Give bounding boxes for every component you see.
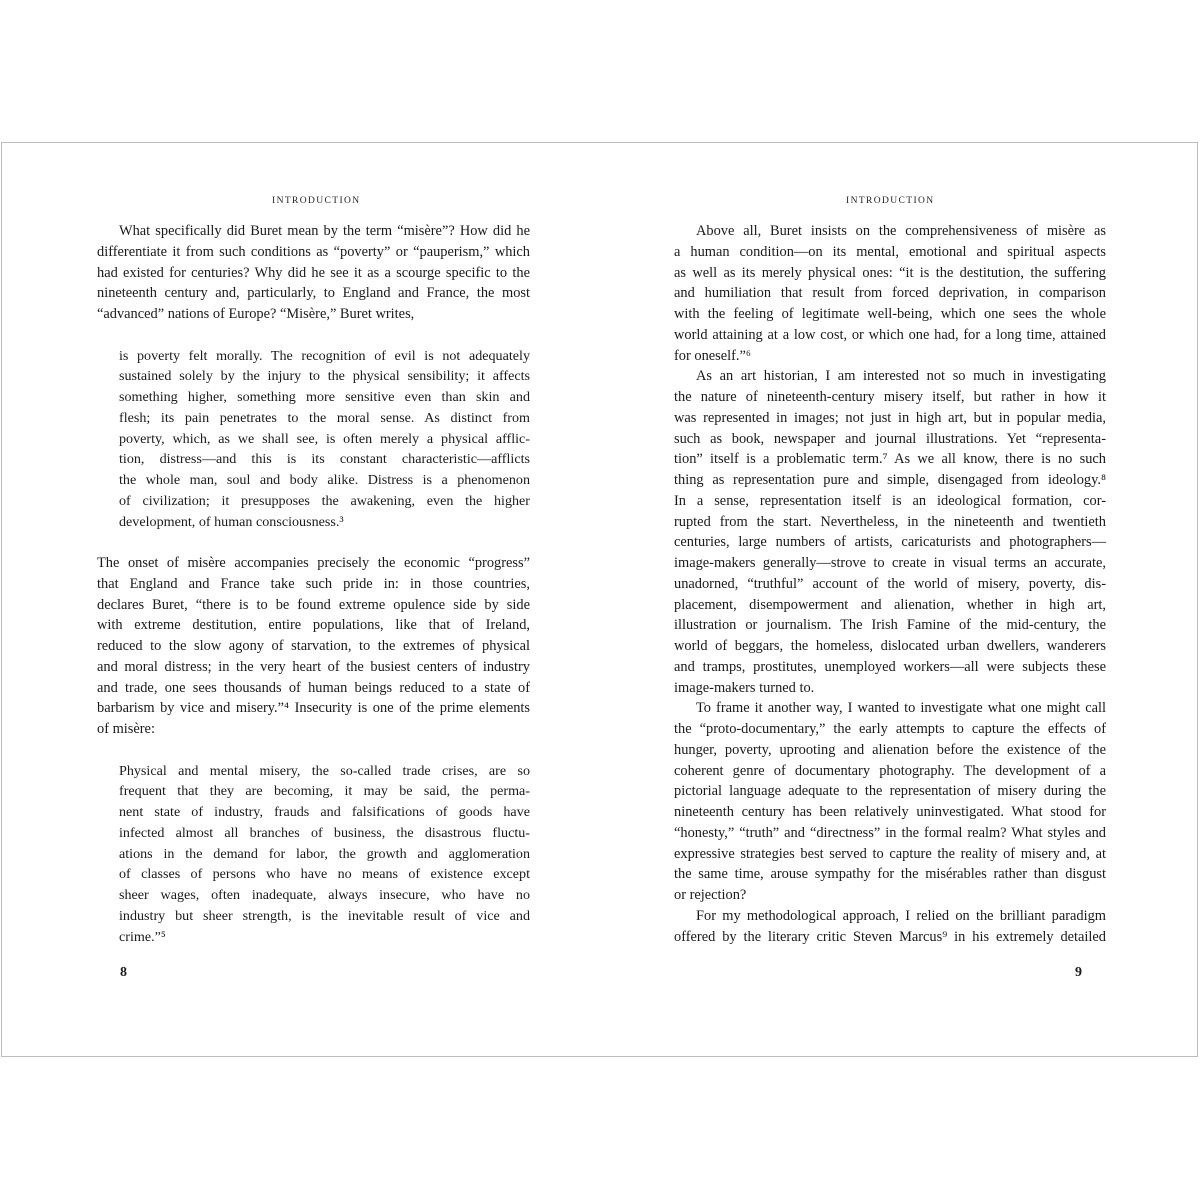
text-line: placement, disempowerment and alienation, whether in high art,: [674, 596, 1106, 613]
paragraph-gap: [97, 532, 530, 553]
block-quote-line: of civilization; it presupposes the awakening, even the higher: [119, 492, 530, 509]
page-number: 8: [120, 965, 127, 980]
block-quote-line: the whole man, soul and body alike. Distress is a phenomenon: [119, 472, 530, 488]
text-line: nineteenth century and, particularly, to England and France, the most: [97, 285, 530, 302]
text-line: world attaining at a low cost, or which one had, for a long time, attained: [674, 326, 1106, 343]
text-line: as well as its merely physical ones: “it is the destitution, the suffering: [674, 264, 1106, 281]
text-line: coherent genre of documentary photography. The development of a: [674, 762, 1106, 779]
text-line: nineteenth century has been relatively uninvestigated. What stood for: [674, 804, 1106, 820]
text-line: reduced to the slow agony of starvation, to the extremes of physical: [97, 638, 530, 654]
body-text: [674, 221, 1106, 947]
text-line: and tramps, prostitutes, unemployed workers—all were subjects these: [674, 658, 1106, 675]
block-quote-line: frequent that they are becoming, it may be said, the perma-: [119, 783, 530, 800]
text-line: differentiate it from such conditions as “poverty” or “pauperism,” which: [97, 243, 530, 260]
text-line: expressive strategies best served to capture the reality of misery and, at: [674, 845, 1106, 862]
page-number: 9: [1075, 965, 1082, 980]
text-line: Above all, Buret insists on the comprehensiveness of misère as: [696, 223, 1106, 239]
text-line: with extreme destitution, entire populations, like that of Ireland,: [97, 617, 530, 634]
text-line: had existed for centuries? Why did he see it as a scourge specific to the: [97, 264, 530, 281]
body-text: [97, 221, 530, 947]
text-line: The onset of misère accompanies precisely the economic “progress”: [97, 555, 530, 571]
text-line: hunger, poverty, uprooting and alienation before the existence of the: [674, 741, 1106, 758]
paragraph-gap: [97, 740, 530, 761]
text-line: of misère:: [97, 721, 155, 737]
text-line: with the feeling of legitimate well-being, which one sees the whole: [674, 306, 1106, 322]
running-head: INTRODUCTION: [272, 196, 361, 206]
text-line: tion” itself is a problematic term.⁷ As we all know, there is no such: [674, 451, 1106, 468]
block-quote-line: Physical and mental misery, the so-called trade crises, are so: [119, 762, 530, 779]
text-line: To frame it another way, I wanted to investigate what one might call: [696, 700, 1106, 717]
block-quote-line: something higher, something more sensitive even than skin and: [119, 389, 530, 405]
text-line: In a sense, representation itself is an ideological formation, cor-: [674, 492, 1106, 509]
text-line: “advanced” nations of Europe? “Misère,” Buret writes,: [97, 306, 415, 322]
paragraph-gap: [97, 325, 530, 346]
text-line: “honesty,” “truth” and “directness” in the formal realm? What styles and: [674, 824, 1106, 841]
text-line: What specifically did Buret mean by the term “misère”? How did he: [119, 223, 530, 239]
text-line: For my methodological approach, I relied on the brilliant paradigm: [696, 907, 1106, 924]
text-line: the nature of nineteenth-century misery itself, but rather in how it: [674, 389, 1106, 405]
text-line: the “proto-documentary,” the early attempts to capture the effects of: [674, 721, 1106, 737]
right-page: [600, 143, 1200, 1056]
text-line: As an art historian, I am interested not so much in investigating: [696, 368, 1106, 385]
text-line: for oneself.”⁶: [674, 347, 751, 364]
text-line: and trade, one sees thousands of human beings reduced to a state of: [97, 679, 530, 696]
block-quote-line: industry but sheer strength, is the inevitable result of vice and: [119, 907, 530, 924]
block-quote-line: poverty, which, as we shall see, is often merely a physical afflic-: [119, 430, 530, 447]
text-line: centuries, large numbers of artists, caricaturists and photographers—: [674, 534, 1106, 551]
text-line: thing as representation pure and simple, disengaged from ideology.⁸: [674, 472, 1106, 488]
text-line: and moral distress; in the very heart of the busiest centers of industry: [97, 658, 530, 675]
text-line: a human condition—on its mental, emotional and spiritual aspects: [674, 243, 1106, 260]
text-line: such as book, newspaper and journal illustrations. Yet “representa-: [674, 430, 1106, 447]
text-line: offered by the literary critic Steven Marcus⁹ in his extremely detailed: [674, 928, 1106, 945]
left-page: [2, 143, 602, 1056]
text-line: world of beggars, the homeless, dislocated urban dwellers, wanderers: [674, 638, 1106, 654]
block-quote-line: crime.”⁵: [119, 928, 166, 945]
text-line: unadorned, “truthful” account of the world of misery, poverty, dis-: [674, 575, 1106, 592]
book-spread: [1, 142, 1198, 1057]
text-line: declares Buret, “there is to be found extreme opulence side by side: [97, 596, 530, 613]
text-line: image-makers turned to.: [674, 679, 815, 696]
text-line: the same time, arouse sympathy for the misérables rather than disgust: [674, 866, 1106, 883]
text-line: image-makers generally—strove to create in visual terms an accurate,: [674, 555, 1106, 571]
text-line: or rejection?: [674, 887, 747, 903]
block-quote-line: tion, distress—and this is its constant characteristic—afflicts: [119, 451, 530, 468]
text-line: pictorial language adequate to the representation of misery during the: [674, 783, 1106, 800]
block-quote-line: development, of human consciousness.³: [119, 513, 344, 530]
block-quote-line: of classes of persons who have no means of existence except: [119, 866, 530, 883]
block-quote-line: infected almost all branches of business, the disastrous fluctu-: [119, 824, 530, 841]
text-line: rupted from the start. Nevertheless, in the nineteenth and twentieth: [674, 513, 1106, 530]
text-line: and humiliation that result from forced deprivation, in comparison: [674, 285, 1106, 302]
block-quote-line: nent state of industry, frauds and falsifications of goods have: [119, 804, 530, 820]
text-line: illustration or journalism. The Irish Famine of the mid-century, the: [674, 617, 1106, 634]
text-line: barbarism by vice and misery.”⁴ Insecurity is one of the prime elements: [97, 700, 530, 717]
block-quote-line: sheer wages, often inadequate, always insecure, who have no: [119, 887, 530, 903]
block-quote-line: ations in the demand for labor, the growth and agglomeration: [119, 845, 530, 862]
block-quote-line: sustained solely by the injury to the physical sensibility; it affects: [119, 368, 530, 385]
block-quote-line: flesh; its pain penetrates to the moral sense. As distinct from: [119, 409, 530, 426]
running-head: INTRODUCTION: [846, 196, 935, 206]
block-quote-line: is poverty felt morally. The recognition of evil is not adequately: [119, 347, 530, 364]
text-line: was represented in images; not just in high art, but in popular media,: [674, 409, 1106, 426]
text-line: that England and France take such pride in: in those countries,: [97, 575, 530, 592]
